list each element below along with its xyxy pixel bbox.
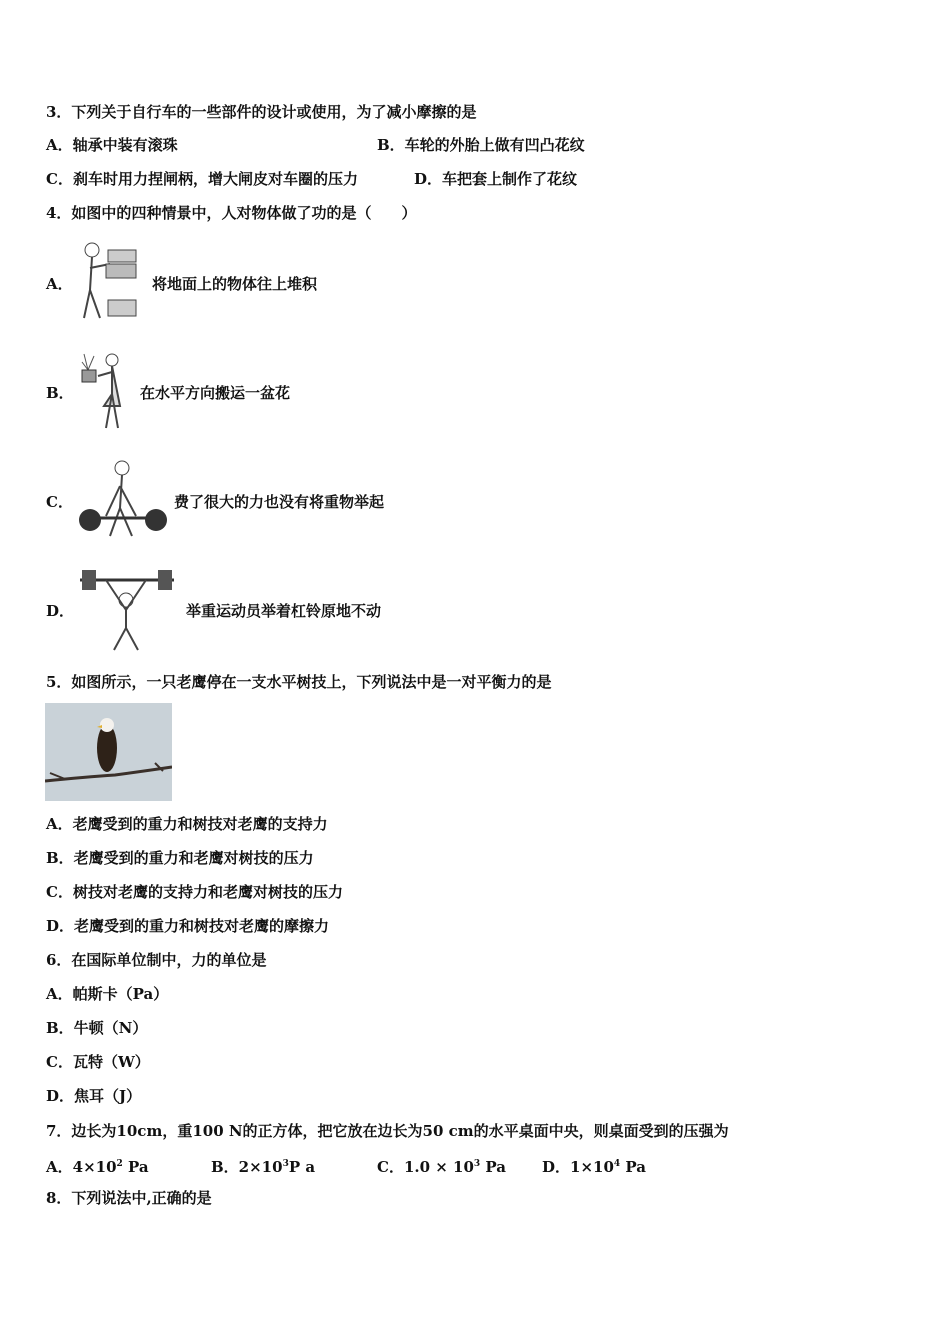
q6-stem: 6．在国际单位制中，力的单位是 bbox=[46, 951, 267, 969]
q5-option-c: C．树技对老鹰的支持力和老鹰对树技的压力 bbox=[46, 883, 343, 901]
q7-c-exponent: 3 bbox=[473, 1159, 481, 1169]
holding-barbell-overhead-illustration bbox=[74, 566, 178, 654]
q7-a-unit: Pa bbox=[128, 1158, 149, 1176]
carrying-flowerpot-illustration bbox=[78, 350, 134, 432]
q5-option-d: D．老鹰受到的重力和树技对老鹰的摩擦力 bbox=[46, 917, 330, 935]
q7-option-b bbox=[211, 1154, 315, 1177]
q7-b-unit: P a bbox=[288, 1158, 316, 1176]
q5-stem: 5．如图所示，一只老鹰停在一支水平树技上，下列说法中是一对平衡力的是 bbox=[46, 673, 552, 691]
q4-option-a-text: 将地面上的物体往上堆积 bbox=[152, 275, 318, 293]
q7-c-unit: Pa bbox=[485, 1158, 507, 1176]
q3-option-d: D．车把套上制作了花纹 bbox=[414, 170, 578, 188]
q4-option-d-text: 举重运动员举着杠铃原地不动 bbox=[186, 602, 382, 620]
q5-option-a: A．老鹰受到的重力和树技对老鹰的支持力 bbox=[46, 815, 328, 833]
q5-option-b: B．老鹰受到的重力和老鹰对树技的压力 bbox=[46, 849, 314, 867]
q6-option-a: A．帕斯卡（Pa） bbox=[46, 985, 169, 1003]
lifting-barbell-failed-illustration bbox=[76, 456, 170, 542]
q7-option-a bbox=[46, 1154, 149, 1177]
q7-b-base: B．2×10 bbox=[211, 1158, 283, 1176]
q7-a-exponent: 2 bbox=[116, 1159, 123, 1169]
q4-option-c-label: C． bbox=[46, 493, 73, 511]
q4-option-d-label: D． bbox=[46, 602, 75, 620]
q6-option-c: C．瓦特（W） bbox=[46, 1053, 150, 1071]
q8-stem: 8．下列说法中,正确的是 bbox=[46, 1189, 212, 1207]
q3-stem: 3．下列关于自行车的一些部件的设计或使用，为了减小摩擦的是 bbox=[46, 103, 477, 121]
q7-option-d bbox=[542, 1154, 646, 1177]
q7-b-exponent: 3 bbox=[282, 1159, 289, 1169]
q4-option-b-label: B． bbox=[46, 384, 74, 402]
q3-option-b: B．车轮的外胎上做有凹凸花纹 bbox=[377, 136, 585, 154]
q7-stem: 7．边长为10cm，重100 N的正方体，把它放在边长为50 cm的水平桌面中央，则桌面受到的压强为 bbox=[46, 1122, 729, 1140]
q7-d-exponent: 4 bbox=[613, 1159, 621, 1169]
q3-option-a: A．轴承中装有滚珠 bbox=[46, 136, 178, 154]
q3-option-c: C．刹车时用力捏闸柄，增大闸皮对车圈的压力 bbox=[46, 170, 358, 188]
q7-a-base: A．4×10 bbox=[46, 1158, 117, 1176]
q7-c-base: C．1.0 × 10 bbox=[377, 1158, 474, 1176]
q4-option-c-text: 费了很大的力也没有将重物举起 bbox=[174, 493, 385, 511]
q7-d-unit: Pa bbox=[625, 1158, 646, 1176]
q4-stem: 4．如图中的四种情景中，人对物体做了功的是（ ） bbox=[46, 204, 417, 222]
q6-option-b: B．牛顿（N） bbox=[46, 1019, 148, 1037]
q7-option-c bbox=[377, 1154, 506, 1177]
q7-d-base: D．1×10 bbox=[542, 1158, 614, 1176]
q4-option-b-text: 在水平方向搬运一盆花 bbox=[140, 384, 291, 402]
stacking-boxes-illustration bbox=[76, 240, 142, 322]
eagle-on-branch-photo bbox=[45, 703, 172, 801]
q6-option-d: D．焦耳（J） bbox=[46, 1087, 142, 1105]
q4-option-a-label: A． bbox=[46, 275, 73, 293]
